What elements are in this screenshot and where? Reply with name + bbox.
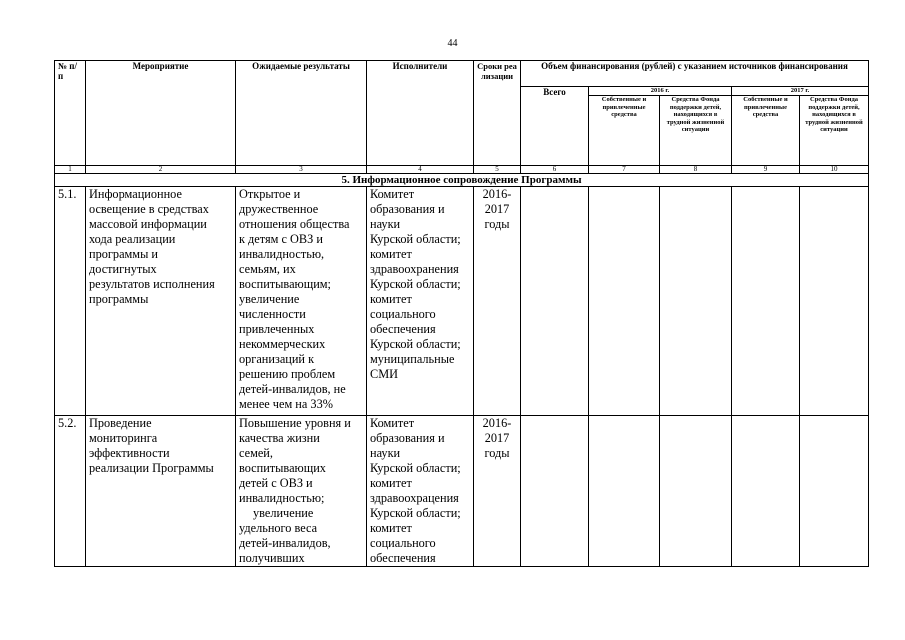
text-line: Комитет <box>370 416 415 430</box>
text-line: увеличение <box>239 292 300 306</box>
text-line: Курской области; <box>370 277 461 291</box>
text-line: социального <box>370 307 436 321</box>
header-year-2017: 2017 г. <box>732 87 869 96</box>
text-line: хода реализации <box>89 232 176 246</box>
column-number: 3 <box>236 166 367 174</box>
header-own-funds-2016: Собственные и привлеченные средства <box>589 96 660 166</box>
text-line: Курской области; <box>370 506 461 520</box>
text-line: эффективности <box>89 446 170 460</box>
text-line: мониторинга <box>89 431 158 445</box>
column-number: 5 <box>474 166 521 174</box>
text-line: здравоохранения <box>370 262 459 276</box>
column-number: 10 <box>800 166 869 174</box>
row-terms <box>474 187 521 416</box>
cell-own-funds-2017 <box>732 416 800 567</box>
text-line: Открытое и <box>239 187 301 201</box>
cell-total <box>521 187 589 416</box>
text-line: массовой информации <box>89 217 207 231</box>
column-number: 1 <box>55 166 86 174</box>
column-number: 9 <box>732 166 800 174</box>
text-line: к детям с ОВЗ и <box>239 232 323 246</box>
cell-fund-support-2016 <box>660 187 732 416</box>
text-line: комитет <box>370 247 412 261</box>
text-line: результатов исполнения <box>89 277 215 291</box>
text-line: реализации Программы <box>89 461 214 475</box>
row-executors <box>367 416 474 567</box>
text-line: 2016- <box>482 187 512 201</box>
text-line: удельного веса <box>239 521 318 535</box>
text-line: науки <box>370 217 401 231</box>
column-number: 6 <box>521 166 589 174</box>
row-results <box>236 187 367 416</box>
text-line: воспитывающим; <box>239 277 331 291</box>
program-table <box>54 60 869 567</box>
section-title: 5. Информационное сопровождение Программы <box>55 174 869 187</box>
text-line: численности <box>239 307 306 321</box>
text-line: инвалидностью, <box>239 247 325 261</box>
text-line: 2016- <box>482 416 512 430</box>
text-line: детей-инвалидов, не <box>239 382 346 396</box>
text-line: менее чем на 33% <box>239 397 333 411</box>
text-line: привлеченных <box>239 322 315 336</box>
header-executors: Исполнители <box>367 61 474 166</box>
text-line: 2017 <box>484 431 510 445</box>
page-number: 44 <box>447 38 458 49</box>
text-line: воспитывающих <box>239 461 326 475</box>
text-line: Повышение уровня и <box>239 416 351 430</box>
text-line: программы <box>89 292 149 306</box>
cell-own-funds-2016 <box>589 187 660 416</box>
header-num: № п/п <box>55 61 86 166</box>
row-event <box>86 187 236 416</box>
column-number: 2 <box>86 166 236 174</box>
row-results <box>236 416 367 567</box>
table-row <box>55 187 869 416</box>
text-line: образования и <box>370 431 445 445</box>
text-line: науки <box>370 446 401 460</box>
text-line: 2017 <box>484 202 510 216</box>
text-line: организаций к <box>239 352 315 366</box>
text-line: комитет <box>370 521 412 535</box>
text-line: инвалидностью; <box>239 491 325 505</box>
header-funding: Объем финансирования (рублей) с указанием источников финансирования <box>521 61 869 87</box>
header-event: Мероприятие <box>86 61 236 166</box>
cell-fund-support-2017 <box>800 416 869 567</box>
text-line: муниципальные <box>370 352 455 366</box>
text-line: социального <box>370 536 436 550</box>
header-fund-support-2016: Средства Фонда поддержки детей, находящихся в трудной жизненной ситуации <box>660 96 732 166</box>
text-line: отношения общества <box>239 217 350 231</box>
cell-own-funds-2016 <box>589 416 660 567</box>
text-line: Проведение <box>89 416 152 430</box>
text-line: здравоохрацения <box>370 491 459 505</box>
cell-fund-support-2017 <box>800 187 869 416</box>
header-fund-support-2017: Средства Фонда поддержки детей, находящихся в трудной жизненной ситуации <box>800 96 869 166</box>
text-line: годы <box>484 217 510 231</box>
text-line: Курской области; <box>370 461 461 475</box>
header-own-funds-2017: Собственные и привлеченные средства <box>732 96 800 166</box>
column-number: 8 <box>660 166 732 174</box>
header-terms: Сроки реализации <box>474 61 521 166</box>
text-line: семьям, их <box>239 262 296 276</box>
header-year-2016: 2016 г. <box>589 87 732 96</box>
cell-fund-support-2016 <box>660 416 732 567</box>
row-number: 5.2. <box>55 416 86 567</box>
row-terms <box>474 416 521 567</box>
text-line: семей, <box>239 446 273 460</box>
text-line: детей с ОВЗ и <box>239 476 313 490</box>
text-line: освещение в средствах <box>89 202 209 216</box>
text-line: Курской области; <box>370 337 461 351</box>
text-line: образования и <box>370 202 445 216</box>
text-line: комитет <box>370 476 412 490</box>
text-line: качества жизни <box>239 431 320 445</box>
text-line: СМИ <box>370 367 399 381</box>
text-line: получивших <box>239 551 305 565</box>
text-line: решению проблем <box>239 367 336 381</box>
row-executors <box>367 187 474 416</box>
table-row <box>55 416 869 567</box>
header-total: Всего <box>521 87 589 166</box>
text-line: увеличение <box>253 506 314 520</box>
text-line: Курской области; <box>370 232 461 246</box>
text-line: комитет <box>370 292 412 306</box>
text-line: программы и <box>89 247 159 261</box>
text-line: дружественное <box>239 202 319 216</box>
cell-own-funds-2017 <box>732 187 800 416</box>
header-results: Ожидаемые результаты <box>236 61 367 166</box>
text-line: обеспечения <box>370 322 436 336</box>
row-number: 5.1. <box>55 187 86 416</box>
column-number: 7 <box>589 166 660 174</box>
column-number: 4 <box>367 166 474 174</box>
cell-total <box>521 416 589 567</box>
text-line: Комитет <box>370 187 415 201</box>
text-line: Информационное <box>89 187 182 201</box>
text-line: некоммерческих <box>239 337 326 351</box>
text-line: детей-инвалидов, <box>239 536 331 550</box>
text-line: достигнутых <box>89 262 157 276</box>
row-event <box>86 416 236 567</box>
text-line: обеспечения <box>370 551 436 565</box>
text-line: годы <box>484 446 510 460</box>
